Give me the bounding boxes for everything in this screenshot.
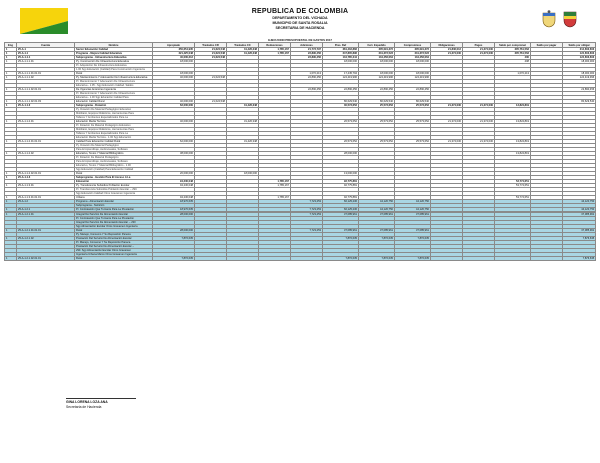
row-value-cell: 400	[495, 56, 531, 60]
row-value-cell: 37,085,961	[395, 213, 431, 217]
row-value-cell: 134,456,064	[359, 56, 395, 60]
row-value-cell: 18,000,000	[359, 72, 395, 76]
row-name-cell: Pr. Mantenimiento Y Adecuación De Infraestructura	[75, 80, 153, 84]
header-department: DEPARTAMENTO DEL VICHADA	[272, 15, 328, 20]
row-name-cell: Rural	[75, 72, 153, 76]
row-value-cell: 31,426,348	[227, 104, 259, 108]
row-eng-cell: 1	[5, 48, 17, 52]
row-value-cell: 92,775,881	[323, 184, 359, 188]
row-value-cell: 92,775,881	[323, 180, 359, 184]
row-name-cell: Integral Del Servicio De Alimentación Escolar -- 230	[75, 221, 153, 225]
signer-name: GINA LORENA LOZA ANA	[66, 400, 108, 404]
row-account-cell: 25-A-1.1.2.01.01.01	[17, 140, 75, 144]
row-value-cell: 1,785,167	[259, 52, 291, 56]
row-name-cell: Rural	[75, 229, 153, 233]
document-header	[180, 8, 420, 30]
row-value-cell: 1,785,167	[259, 184, 291, 188]
row-name-cell: Educativa - 1.05 - Sgp Educación Calidad. Saldos	[75, 84, 153, 88]
row-value-cell: 1,785,167	[259, 48, 291, 52]
row-value-cell: 28,000,000	[153, 213, 195, 217]
row-name-cell: 1.00 Sgp Educación (Calidad) Para Construcción Ingeniería	[75, 68, 153, 72]
row-value-cell	[259, 257, 291, 261]
row-value-cell: 28,000,000	[323, 152, 359, 156]
row-account-cell: 25-A-1.1.3	[17, 176, 75, 180]
row-eng-cell: 1	[5, 76, 17, 80]
row-value-cell: 13,824,819	[495, 140, 531, 144]
row-value-cell: 7,723,253	[291, 229, 323, 233]
row-value-cell: 18,000,000	[395, 60, 431, 64]
row-value-cell: 44,120,750	[395, 208, 431, 212]
row-value-cell: 124,419,996	[359, 76, 395, 80]
row-value-cell: 80,629,540	[395, 100, 431, 104]
row-name-cell: Para El Aprendizaje, Audiovisuales, Software	[75, 148, 153, 152]
row-value-cell: 94,230,048	[153, 180, 195, 184]
colombia-coat-of-arms-icon	[541, 10, 557, 28]
row-name-cell: Py. Transferencia Subsidios Población Escolar	[75, 184, 153, 188]
row-value-cell: 7,876,635	[323, 237, 359, 241]
row-account-cell: 25-A-1.1.1	[17, 56, 75, 60]
row-name-cell: Talleres Y Ambientes Especializados Para La	[75, 116, 153, 120]
row-value-cell: 22,890,456	[291, 76, 323, 80]
row-value-cell: 18,000,000	[227, 172, 259, 176]
row-name-cell: Educación Media Técnica	[75, 120, 153, 124]
row-value-cell: 30,573,652	[323, 104, 359, 108]
row-value-cell: 94,230,048	[153, 196, 195, 200]
row-value-cell	[495, 257, 531, 261]
row-value-cell: 37,085,961	[395, 229, 431, 233]
row-value-cell: 40,000,212	[153, 56, 195, 60]
row-eng-cell: 1	[5, 140, 17, 144]
row-eng-cell: 1	[5, 213, 17, 217]
signature-line	[66, 398, 136, 399]
row-value-cell: 37,085,961	[359, 229, 395, 233]
row-account-cell: 25-A-1.1.1.01.01.01	[17, 72, 75, 76]
row-value-cell: 7,723,253	[291, 208, 323, 212]
row-value-cell: 21,624,548	[195, 48, 227, 52]
row-value-cell: 21,374,030	[431, 140, 463, 144]
municipal-flag-logo	[20, 8, 68, 34]
column-header: Nombre	[75, 43, 153, 48]
row-value-cell: 40,000,000	[153, 100, 195, 104]
row-account-cell: 25-A-1.2.1.01.01.01	[17, 229, 75, 233]
row-name-cell: Integral Del Servicio De Alimentación Escolar	[75, 213, 153, 217]
row-value-cell: 18,000,000	[323, 60, 359, 64]
row-name-cell: Talleres Y Ambientes Especializados Para La	[75, 132, 153, 136]
row-eng-cell: 1	[5, 72, 17, 76]
row-value-cell: 305,761,563	[495, 48, 531, 52]
row-value-cell: 18,000,000	[563, 72, 596, 76]
row-name-cell: Prestación Del Servicio De Alimentación Escolar	[75, 237, 153, 241]
row-value-cell: 22,890,456	[291, 88, 323, 92]
row-value-cell: 37,085,961	[563, 229, 596, 233]
row-value-cell: 17,445,794	[323, 72, 359, 76]
column-header: Cuenta	[17, 43, 75, 48]
row-value-cell	[195, 257, 227, 261]
row-value-cell: 44,120,750	[563, 200, 596, 204]
row-name-cell: Sector Educación Calidad	[75, 48, 153, 52]
row-name-cell: Ingeniería Urbana Marco Otros Gravamen Ingeniería	[75, 253, 153, 257]
row-name-cell: Mobiliario, Equipos Didácticos, Herramientas Para	[75, 128, 153, 132]
row-value-cell: 124,419,996	[395, 76, 431, 80]
row-account-cell: 25-A-1.1	[17, 52, 75, 56]
row-eng-cell: 1	[5, 200, 17, 204]
row-name-cell: Subprograma - Gestión Para El Acceso A La	[75, 176, 153, 180]
row-value-cell: 25,573,652	[395, 140, 431, 144]
row-eng-cell: 1	[5, 237, 17, 241]
row-value-cell: 53,774,651	[495, 184, 531, 188]
column-header: Eng	[5, 43, 17, 48]
row-name-cell: Urbana	[75, 196, 153, 200]
row-name-cell: Sgp Alimentación Escolar Otros Gravamen Ingeniería	[75, 225, 153, 229]
row-name-cell: Rural	[75, 257, 153, 261]
row-value-cell: 7,723,253	[291, 200, 323, 204]
row-value-cell: 305,091,372	[359, 48, 395, 52]
row-account-cell: 25-A-1.1.1.02.01.01	[17, 88, 75, 92]
row-value-cell: 13,824,819	[495, 152, 531, 156]
row-name-cell: Py. Dotación De Material Pedagógico Educativo	[75, 108, 153, 112]
row-name-cell: Educación	[75, 180, 153, 184]
row-name-cell: Rural	[75, 172, 153, 176]
row-value-cell: 1,070,213	[291, 72, 323, 76]
header-office: SECRETARIA DE HACIENDA	[275, 25, 325, 30]
department-shield-icon	[562, 10, 578, 28]
row-value-cell: 80,629,540	[359, 100, 395, 104]
row-eng-cell: 1	[5, 196, 17, 200]
row-value-cell: 7,876,635	[323, 257, 359, 261]
column-header: Obligaciones	[431, 43, 463, 48]
row-value-cell	[291, 257, 323, 261]
column-header: Saldo por obligar	[563, 43, 596, 48]
row-name-cell: Py. Dotación De Material Pedagógico	[75, 144, 153, 148]
row-name-cell: Pr. Transferencia Subsidios Población Escolar -- 290.	[75, 188, 153, 192]
row-account-cell: 25-A-1.2.1	[17, 208, 75, 212]
row-eng-cell: 1	[5, 60, 17, 64]
row-value-cell: 7,876,635	[563, 237, 596, 241]
row-value-cell: 124,603,603	[563, 52, 596, 56]
row-value-cell: 7,876,635	[359, 257, 395, 261]
row-value-cell: 408	[495, 60, 531, 64]
row-name-cell: 290. Sgp Alimentación Escolar Otros Gravamen	[75, 249, 153, 253]
row-value-cell: 21,374,030	[463, 52, 495, 56]
row-value-cell	[531, 257, 563, 261]
row-name-cell: Prestación Del Servicio De Alimentación Escolar --	[75, 245, 153, 249]
row-value-cell: 13,824,819	[495, 120, 531, 124]
row-value-cell: 18,000,000	[153, 60, 195, 64]
row-value-cell: 7,876,635	[395, 237, 431, 241]
row-value-cell: 80,629,540	[323, 100, 359, 104]
row-eng-cell: 1	[5, 104, 17, 108]
column-header: Apropiado	[153, 43, 195, 48]
row-value-cell: 31,426,348	[227, 52, 259, 56]
row-value-cell: 124,419,996	[563, 76, 596, 80]
column-header: Traslados CC	[227, 43, 259, 48]
row-value-cell: 7,876,635	[153, 257, 195, 261]
row-value-cell: 37,085,961	[323, 229, 359, 233]
row-value-cell: 350,654,935	[153, 48, 195, 52]
row-value-cell: 25,573,652	[359, 104, 395, 108]
row-eng-cell: 1	[5, 56, 17, 60]
row-value-cell	[431, 257, 463, 261]
row-name-cell: Sgp Educación Calidad Otros Gravamen Ingeniería	[75, 192, 153, 196]
row-value-cell: 21,624,548	[195, 56, 227, 60]
row-name-cell: Programa - Alimentación Escolar	[75, 200, 153, 204]
row-name-cell: Pr. Manejo, Consumo Y Su Reposición Paneca	[75, 241, 153, 245]
table-body	[5, 48, 596, 261]
row-value-cell: 214,602,603	[563, 48, 596, 52]
row-value-cell: 31,426,348	[227, 140, 259, 144]
row-name-cell: Educativo, Textos Y Material Bibliográfico - 1.00	[75, 164, 153, 168]
row-value-cell: 21,374,030	[431, 120, 463, 124]
row-value-cell: 21,374,030	[463, 48, 495, 52]
row-account-cell: 25-A-1.1.3.01	[17, 184, 75, 188]
row-value-cell: 21,624,548	[195, 76, 227, 80]
row-value-cell	[463, 257, 495, 261]
row-value-cell: 18,000,000	[359, 60, 395, 64]
row-value-cell: 37,085,961	[563, 213, 596, 217]
column-header: Compromisos	[395, 43, 431, 48]
row-value-cell: 22,890,456	[323, 88, 359, 92]
row-value-cell: 37,085,961	[359, 213, 395, 217]
row-value-cell: 21,374,030	[463, 104, 495, 108]
row-value-cell: 22,890,456	[395, 88, 431, 92]
row-value-cell: 18,000,000	[395, 72, 431, 76]
row-name-cell: Calidad Para Educación Calidad Rural	[75, 140, 153, 144]
row-name-cell: Pr. Mantenimiento Y Adecuación De Infraestructura	[75, 92, 153, 96]
row-value-cell: 31,426,348	[227, 48, 259, 52]
row-value-cell: 221,425,048	[153, 52, 195, 56]
row-value-cell: 26,573,652	[323, 140, 359, 144]
row-account-cell: 25-A-1.1.1.02.01.03	[17, 100, 75, 104]
row-eng-cell: 1	[5, 176, 17, 180]
column-header: Pagos	[463, 43, 495, 48]
column-header: Saldo por compromet	[495, 43, 531, 48]
header-municipality: MUNICIPIO DE SANTA ROSALIA	[272, 20, 328, 25]
row-value-cell: 80,629,540	[563, 100, 596, 104]
row-account-cell: 25-A-1.1.1.02	[17, 76, 75, 80]
row-value-cell: 22,890,456	[291, 52, 323, 56]
budget-execution-table	[4, 38, 596, 261]
row-value-cell: 62,000,000	[153, 104, 195, 108]
row-value-cell: 25,573,652	[359, 140, 395, 144]
row-value-cell: 381,432,882	[323, 48, 359, 52]
row-value-cell: 53,774,651	[495, 180, 531, 184]
row-name-cell: Py. Mantenimiento Y Adecuación De Infraestructura Educativa	[75, 76, 153, 80]
row-value-cell: 40,000,000	[153, 76, 195, 80]
row-eng-cell: 1	[5, 152, 17, 156]
row-value-cell: 44,120,750	[395, 200, 431, 204]
row-value-cell: 28,000,000	[153, 229, 195, 233]
table-row	[5, 257, 596, 261]
row-value-cell	[227, 257, 259, 261]
column-header: Saldo por pagar	[531, 43, 563, 48]
row-value-cell: 31,426,348	[227, 120, 259, 124]
row-value-cell: 247,835,896	[323, 52, 359, 56]
row-name-cell: Pr. Dotación De Material Pedagógico	[75, 156, 153, 160]
column-header: Cert. Expedido	[359, 43, 395, 48]
row-value-cell: 40,000,000	[153, 120, 195, 124]
row-value-cell: 66,125,236	[323, 200, 359, 204]
row-value-cell: 1,785,167	[259, 196, 291, 200]
row-eng-cell: 1	[5, 257, 17, 261]
row-name-cell: Pr. Dotación De Material Pedagógico Educativo	[75, 124, 153, 128]
row-value-cell: 66,125,236	[323, 208, 359, 212]
row-value-cell: 7,876,635	[395, 257, 431, 261]
column-header: Traslados CR	[195, 43, 227, 48]
row-account-cell: 25-A-1.2.1.02.01.01	[17, 257, 75, 261]
row-name-cell: Educativa - 1.00 Sgp Educación Calidad Para	[75, 96, 153, 100]
row-value-cell: 25,573,652	[395, 104, 431, 108]
row-eng-cell: 1	[5, 100, 17, 104]
row-value-cell: 1,070,213	[495, 72, 531, 76]
row-name-cell: Subprograma - Dotación	[75, 104, 153, 108]
row-name-cell: De Vigencias Anteriores Ingeniería	[75, 88, 153, 92]
row-account-cell: 25-A-1.1.2	[17, 104, 75, 108]
row-value-cell: 21,624,548	[195, 52, 227, 56]
column-header: Reducciones	[259, 43, 291, 48]
row-account-cell: 25-A-1.2.1.02	[17, 237, 75, 241]
row-value-cell: 21,374,030	[463, 140, 495, 144]
row-value-cell: 26,573,652	[323, 120, 359, 124]
row-value-cell: 7,876,635	[359, 237, 395, 241]
row-value-cell: 44,120,750	[563, 208, 596, 212]
row-eng-cell: 1	[5, 88, 17, 92]
row-name-cell: Pr. Adquisición De Infraestructura Educativa	[75, 64, 153, 68]
row-value-cell: 124,603,603	[563, 56, 596, 60]
row-value-cell: 13,824,819	[495, 104, 531, 108]
row-value-cell: 94,230,048	[153, 184, 195, 188]
row-value-cell: 18,000,000	[563, 60, 596, 64]
row-name-cell: Programa - Mejora Calidad Educativa	[75, 52, 153, 56]
row-account-cell: 25-A-1.2	[17, 200, 75, 204]
row-value-cell: 38,000,000	[153, 152, 195, 156]
row-name-cell: Subprograma - Nutrición	[75, 204, 153, 208]
column-header: Pres. Def	[323, 43, 359, 48]
row-value-cell: 21,374,030	[431, 52, 463, 56]
row-value-cell: 21,374,030	[463, 120, 495, 124]
row-name-cell: Educación Media Técnica - 1.00 Sgp Educación	[75, 136, 153, 140]
row-value-cell: 44,120,750	[359, 200, 395, 204]
row-value-cell: 18,970,635	[153, 200, 195, 204]
row-name-cell: Sgp Educación (Calidad) Para Educación Calidad	[75, 168, 153, 172]
row-name-cell: Educación Calidad Rural	[75, 100, 153, 104]
row-value-cell: 134,785,344	[323, 56, 359, 60]
signer-role: Secretaria de Hacienda	[66, 405, 102, 409]
row-value-cell: 7,723,253	[291, 213, 323, 217]
row-value-cell: 25,573,652	[359, 120, 395, 124]
row-value-cell: 25,573,652	[395, 120, 431, 124]
row-name-cell: Educativo, Textos Y Material Bibliográfico	[75, 152, 153, 156]
row-value-cell: 124,419,996	[323, 76, 359, 80]
row-name-cell: Para El Aprendizaje, Audiovisuales, Software	[75, 160, 153, 164]
row-value-cell: 22,890,456	[291, 56, 323, 60]
row-value-cell: 134,456,064	[395, 56, 431, 60]
row-value-cell: 231,372,523	[395, 52, 431, 56]
row-value-cell: 7,876,635	[153, 237, 195, 241]
row-eng-cell: 1	[5, 208, 17, 212]
row-value-cell: 21,773,797	[291, 48, 323, 52]
row-account-cell: 25-A-1.2.1.01	[17, 213, 75, 217]
row-value-cell: 92,775,881	[323, 196, 359, 200]
row-value-cell: 21,624,548	[195, 100, 227, 104]
row-account-cell: 25-A-1.1.2.02.01.01	[17, 172, 75, 176]
row-eng-cell: 1	[5, 52, 17, 56]
table-title: EJECUCION PRESUPUESTAL DE GASTOS 2017	[5, 38, 596, 43]
row-name-cell: Py. Construcción De Infraestructura Educativa	[75, 60, 153, 64]
row-eng-cell: 1	[5, 184, 17, 188]
row-account-cell: 25-A-1	[17, 48, 75, 52]
signature-block	[66, 398, 146, 409]
row-value-cell: 22,890,456	[359, 88, 395, 92]
row-value-cell: 18,970,635	[153, 208, 195, 212]
row-account-cell: 25-A-1.1.2.02	[17, 152, 75, 156]
row-account-cell: 25-A-1.1.3.01.01.01	[17, 196, 75, 200]
row-eng-cell: 1	[5, 229, 17, 233]
row-value-cell: 21,836,012	[431, 48, 463, 52]
row-value-cell: 1,785,167	[259, 180, 291, 184]
header-title: REPUBLICA DE COLOMBIA	[251, 8, 349, 15]
row-value-cell: 53,774,651	[495, 196, 531, 200]
row-name-cell: Subprograma - Infraestructura Educativa	[75, 56, 153, 60]
row-value-cell: 18,000,000	[153, 72, 195, 76]
column-header: Adiciones	[291, 43, 323, 48]
row-value-cell: 305,091,372	[395, 48, 431, 52]
row-value-cell: 305,761,563	[495, 52, 531, 56]
row-eng-cell: 1	[5, 172, 17, 176]
row-name-cell: Pr. Contratación Que Turnante Para La Prestación	[75, 217, 153, 221]
row-value-cell: 22,890,456	[563, 88, 596, 92]
row-name-cell: Py. Manejo, Consumo Y Su Reposición Paneca	[75, 233, 153, 237]
row-account-cell: 25-A-1.1.2.01	[17, 120, 75, 124]
row-value-cell: 62,000,000	[153, 140, 195, 144]
row-value-cell: 37,085,961	[323, 213, 359, 217]
row-value-cell: 231,372,523	[359, 52, 395, 56]
row-eng-cell: 1	[5, 120, 17, 124]
row-value-cell: 21,374,030	[431, 104, 463, 108]
row-value-cell: 20,000,000	[153, 172, 195, 176]
row-name-cell: Mobiliario, Equipos Didácticos, Herramientas Para	[75, 112, 153, 116]
row-account-cell: 25-A-1.1.1.01	[17, 60, 75, 64]
row-value-cell: 7,876,635	[563, 257, 596, 261]
row-value-cell: 44,120,750	[359, 208, 395, 212]
row-value-cell: 13,000,000	[323, 172, 359, 176]
row-name-cell: Pr. Contratación Que Turnante Para La Prestación	[75, 208, 153, 212]
